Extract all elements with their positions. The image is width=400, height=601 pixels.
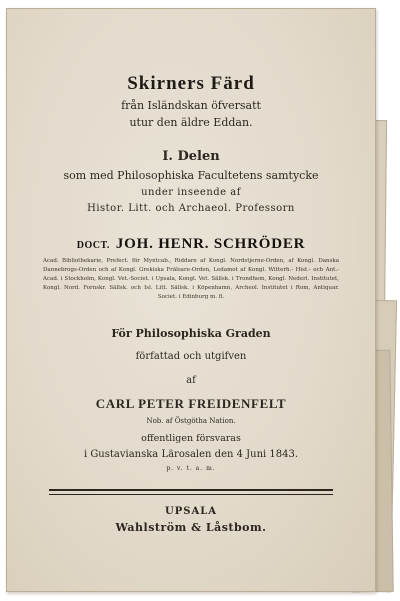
imprint-place: UPSALA — [164, 506, 217, 517]
divider-rule-thin — [49, 494, 333, 495]
subtitle-line-2: utur den äldre Eddan. — [129, 116, 253, 129]
part-heading: I. Delen — [162, 149, 220, 164]
under-line: under inseende af — [141, 187, 241, 198]
professor-credentials: Acad. Bibliothekarie, Prefect. för Myntcab., Riddare af Kongl. Nordstjerne-Orden, af Kongl. Danska Dannebrogs-Orden och af Kongl. Grekiska Frälsare-Orden, Ledamot af Kongl. Witterh.- Hist.- och Ant.-Acad. i Stockholm, Kongl. Vet.-Societ. i Upsala, Kongl. Vet. Sällsk. i Trondhem, Kongl. Nederl. Institutet, Kongl. Nord. Fornskr. Sällsk. och Isl. Litt. Sällsk. i Köpenhamn, Archeol. Institutet i Rom, Antiquar. Societ. i Edinburg m. fl. — [43, 258, 339, 300]
document-title: Skirners Färd — [127, 73, 255, 94]
professor-name-line — [7, 236, 375, 253]
defended-line: offentligen försvaras — [141, 433, 241, 444]
divider-rule — [49, 489, 333, 491]
consent-line: som med Philosophiska Facultetens samtycke — [63, 169, 319, 182]
nation-line: Nob. af Östgötha Nation. — [146, 417, 236, 425]
professor-title-line: Histor. Litt. och Archaeol. Professorn — [87, 203, 295, 214]
title-page — [6, 8, 376, 592]
authored-line: författad och utgifven — [135, 351, 247, 362]
professor-name: JOH. HENR. SCHRÖDER — [115, 236, 306, 252]
degree-line: För Philosophiska Graden — [111, 327, 271, 340]
venue-date-line: i Gustavianska Lärosalen den 4 Juni 1843. — [83, 449, 299, 460]
subtitle-line-1: från Isländskan öfversatt — [121, 99, 261, 112]
professor-prefix: DOCT. — [76, 240, 110, 251]
of-word: af — [186, 375, 196, 386]
latin-abbreviation: p. v. t. a. m. — [166, 465, 216, 472]
respondent-name: CARL PETER FREIDENFELT — [95, 396, 287, 411]
imprint-publisher: Wahlström & Låstbom. — [115, 521, 267, 534]
